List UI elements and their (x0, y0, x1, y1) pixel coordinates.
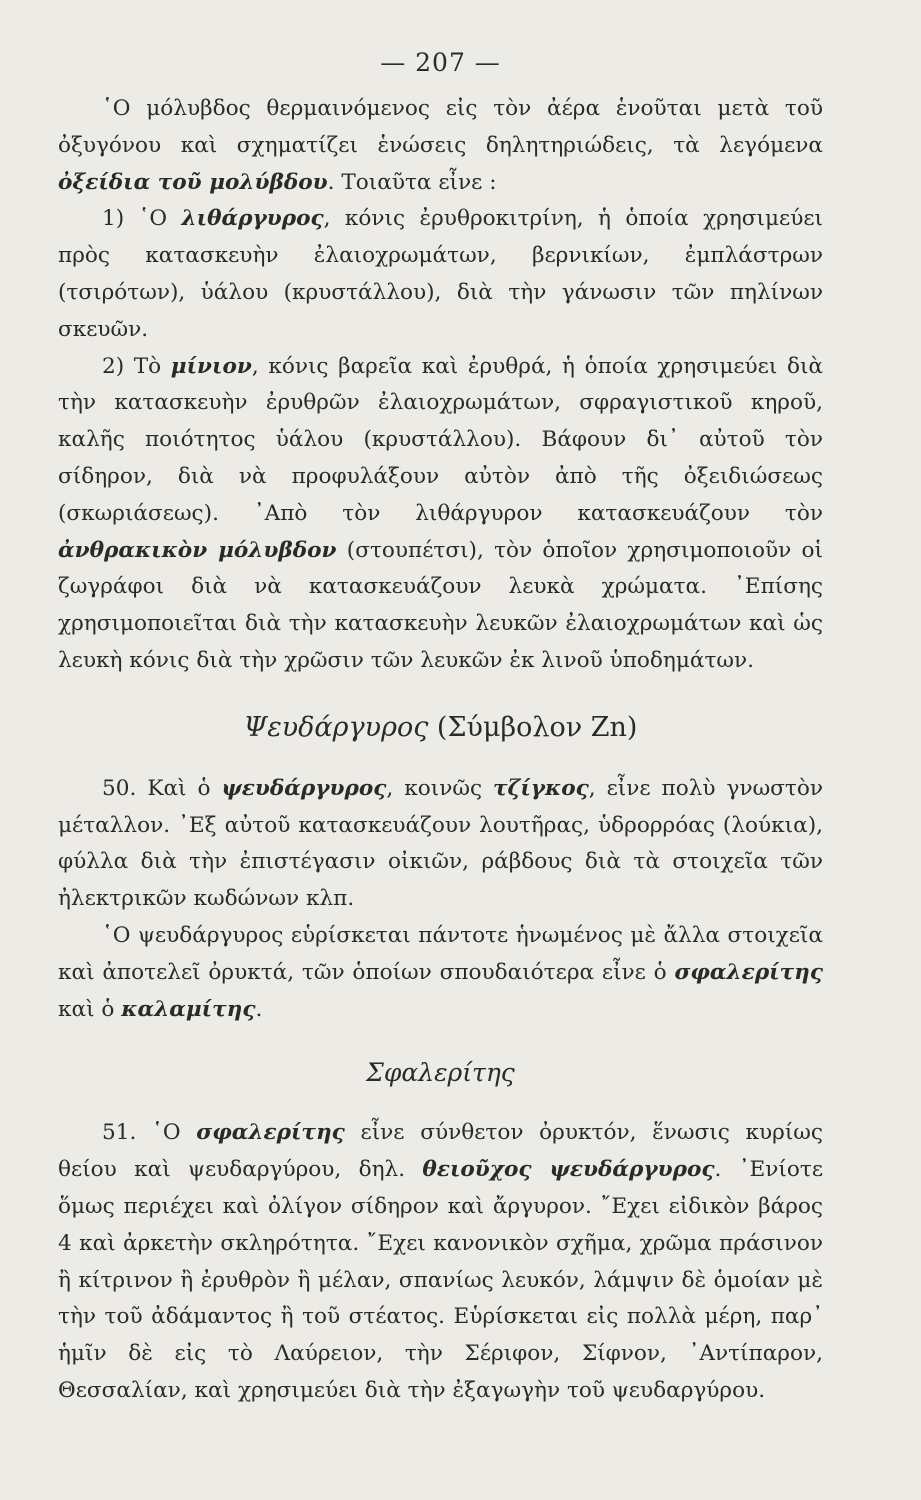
term-white-lead: ἀνθρακικὸν μόλυβδον (58, 537, 337, 563)
page (58, 48, 823, 1410)
page-number: — 207 — (380, 48, 501, 77)
term-minium: μίνιον (170, 353, 252, 379)
term-sphalerite: σφαλερίτης (674, 959, 823, 985)
term-zinc: ψευδάργυρος (221, 775, 387, 801)
paragraph-minium: 2) Τὸ μίνιον, κόνις βαρεῖα καὶ ἐρυθρά, ἡ ὁποία χρησιμεύει διὰ τὴν κατασκευὴν ἐρυθρῶν ἐλαιοχρωμάτων, σφραγιστικοῦ κηροῦ, καλῆς ποιότητος ὑάλου (κρυστάλλου). Βάφουν δι᾽ αὐτοῦ τὸν σίδηρον, διὰ νὰ προφυλάξουν αὐτὸν ἀπὸ τῆς ὀξειδιώσεως (σκωριάσεως). ᾽Απὸ τὸν λιθάργυρον κατασκευάζουν τὸν ἀνθρακικὸν μόλυβδον (στουπέτσι), τὸν ὁποῖον χρησιμοποιοῦν οἱ ζωγράφοι διὰ νὰ κατασκευάζουν λευκὰ χρώματα. ᾽Επίσης χρησιμοποιεῖται διὰ τὴν κατασκευὴν λευκῶν ἐλαιοχρωμάτων καὶ ὡς λευκὴ κόνις διὰ τὴν χρῶσιν τῶν λευκῶν ἐκ λινοῦ ὑποδημάτων. (58, 353, 823, 673)
paragraph-sphalerite: 51. ῾Ο σφαλερίτης εἶνε σύνθετον ὀρυκτόν, ἕνωσις κυρίως θείου καὶ ψευδαργύρου, δηλ. θειοῦχος ψευδάργυρος. ᾽Ενίοτε ὅμως περιέχει καὶ ὀλίγον σίδηρον καὶ ἄργυρον. ῎Εχει εἰδικὸν βάρος 4 καὶ ἀρκετὴν σκληρότητα. ῎Εχει κανονικὸν σχῆμα, χρῶμα πράσινον ἢ κίτρινον ἢ ἐρυθρὸν ἢ μέλαν, σπανίως λευκόν, λάμψιν δὲ ὁμοίαν μὲ τὴν τοῦ ἀδάμαντος ἢ τοῦ στέατος. Εὑρίσκεται εἰς πολλὰ μέρη, παρ᾽ ἡμῖν δὲ εἰς τὸ Λαύρειον, τὴν Σέριφον, Σίφνον, ᾽Αντίπαρον, Θεσσαλίαν, καὶ χρησιμεύει διὰ τὴν ἐξαγωγὴν τοῦ ψευδαργύρου. (58, 1120, 824, 1403)
paragraph-zinc: 50. Καὶ ὁ ψευδάργυρος, κοινῶς τζίγκος, εἶνε πολὺ γνωστὸν μέταλλον. ᾽Εξ αὐτοῦ κατασκευάζουν λουτῆρας, ὑδρορρόας (λούκια), φύλλα διὰ τὴν ἐπιστέγασιν οἰκιῶν, ράβδους διὰ τὰ στοιχεῖα τῶν ἠλεκτρικῶν κωδώνων κλπ. (58, 775, 823, 912)
paragraph-litharge: 1) ῾Ο λιθάργυρος, κόνις ἐρυθροκιτρίνη, ἡ ὁποία χρησιμεύει πρὸς κατασκευὴν ἐλαιοχρωμάτων, βερνικίων, ἐμπλάστρων (τσιρότων), ὑάλου (κρυστάλλου), διὰ τὴν γάνωσιν τῶν πηλίνων σκευῶν. (58, 206, 823, 342)
term-tsigkos: τζίγκος (493, 775, 589, 801)
paragraph-zinc-ores: ῾Ο ψευδάργυρος εὑρίσκεται πάντοτε ἡνωμένος μὲ ἄλλα στοιχεῖα καὶ ἀποτελεῖ ὀρυκτά, τῶν ὁποίων σπουδαιότερα εἶνε ὁ σφαλερίτης καὶ ὁ καλαμίτης. (58, 922, 823, 1022)
section-heading-zinc: Ψευδάργυρος (Σύμβολον Zn) (243, 711, 638, 743)
term-lead-oxides: ὀξείδια τοῦ μολύβδου (58, 169, 328, 195)
term-calamine: καλαμίτης (121, 996, 256, 1022)
paragraph-lead-oxides: ῾Ο μόλυβδος θερμαινόμενος εἰς τὸν ἀέρα ἑνοῦται μετὰ τοῦ ὀξυγόνου καὶ σχηματίζει ἑνώσεις δηλητηριώδεις, τὰ λεγόμενα ὀξείδια τοῦ μολύβδου. Τοιαῦτα εἶνε : (58, 96, 823, 195)
term-sphalerite-2: σφαλερίτης (196, 1120, 345, 1146)
section-heading-sphalerite: Σφαλερίτης (366, 1058, 515, 1088)
term-litharge: λιθάργυρος (181, 206, 324, 232)
term-zinc-sulfide: θειοῦχος ψευδάργυρος (422, 1157, 715, 1183)
